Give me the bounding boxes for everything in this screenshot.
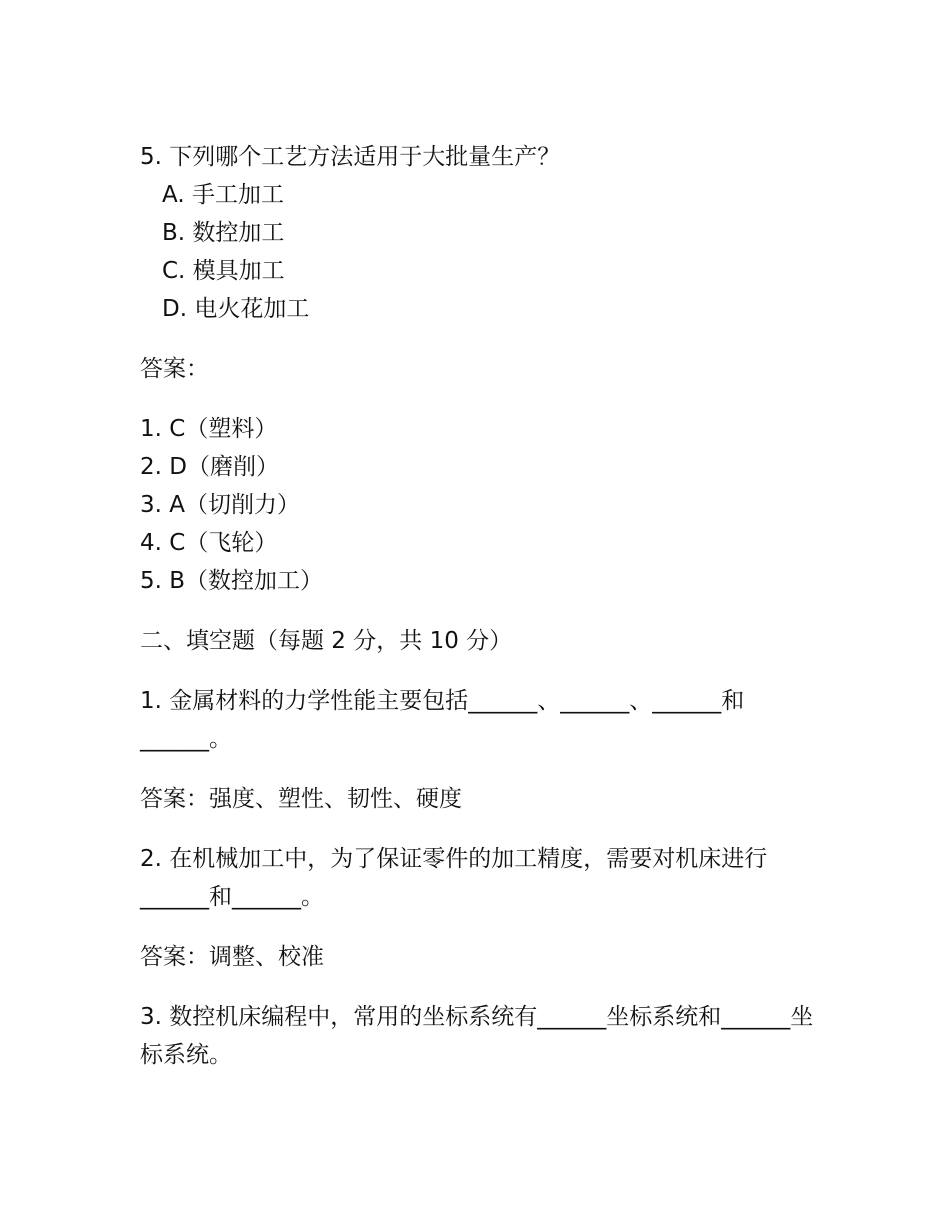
answer-2: 2. D（磨削） <box>140 454 279 480</box>
section-2-title: 二、填空题（每题 2 分，共 10 分） <box>140 628 513 654</box>
answer-1: 1. C（塑料） <box>140 416 278 442</box>
answer-4: 4. C（飞轮） <box>140 530 278 556</box>
fill-question-2: 2. 在机械加工中，为了保证零件的加工精度，需要对机床进行______和______。 <box>140 846 768 910</box>
question-5-option-c: C. 模具加工 <box>162 258 285 284</box>
document-content <box>140 138 815 1074</box>
question-5-option-a: A. 手工加工 <box>162 182 284 208</box>
fill-answer-1: 答案：强度、塑性、韧性、硬度 <box>140 786 462 812</box>
question-5-option-d: D. 电火花加工 <box>162 296 310 322</box>
question-5-stem: 5. 下列哪个工艺方法适用于大批量生产？ <box>140 144 561 170</box>
fill-question-1: 1. 金属材料的力学性能主要包括______、______、______和______。 <box>140 688 745 752</box>
fill-answer-2: 答案：调整、校准 <box>140 944 324 970</box>
answers-heading: 答案： <box>140 356 209 382</box>
question-5-option-b: B. 数控加工 <box>162 220 285 246</box>
answer-5: 5. B（数控加工） <box>140 568 324 594</box>
fill-question-3: 3. 数控机床编程中，常用的坐标系统有______坐标系统和______坐标系统。 <box>140 1004 814 1068</box>
answer-3: 3. A（切削力） <box>140 492 300 518</box>
